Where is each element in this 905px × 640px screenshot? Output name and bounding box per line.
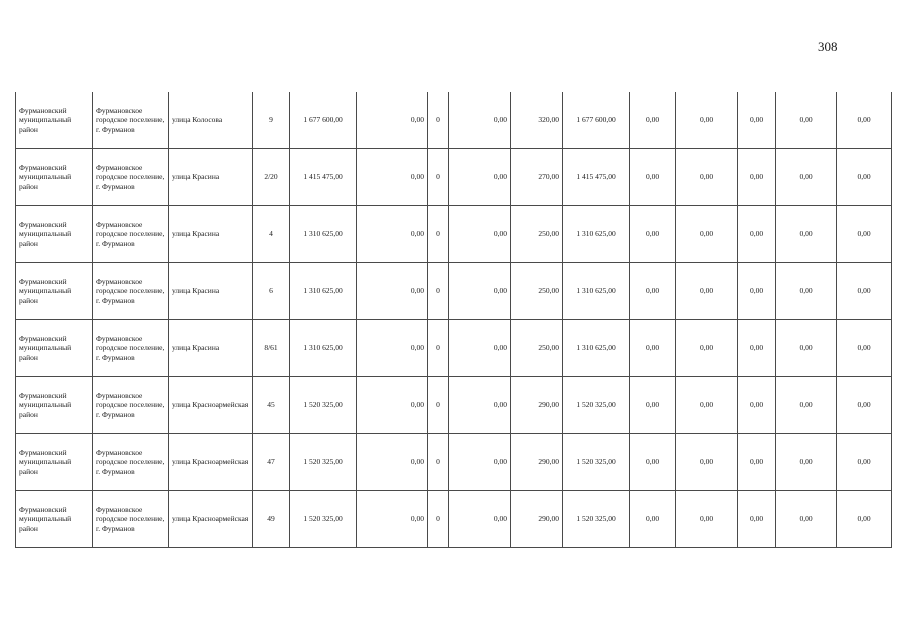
house-number-cell: 4 xyxy=(253,206,290,263)
cost-cell: 1 310 625,00 xyxy=(563,206,630,263)
value-cell: 0,00 xyxy=(837,434,892,491)
municipality-cell: Фурмановский муниципальный район xyxy=(16,92,93,149)
area-cell: 250,00 xyxy=(511,320,563,377)
value-cell: 0,00 xyxy=(630,377,676,434)
street-cell: улица Красина xyxy=(169,206,253,263)
settlement-cell: Фурмановское городское поселение, г. Фурманов xyxy=(93,377,169,434)
value-cell: 0,00 xyxy=(449,377,511,434)
value-cell: 0,00 xyxy=(837,92,892,149)
value-cell: 0,00 xyxy=(738,206,776,263)
house-number-cell: 8/61 xyxy=(253,320,290,377)
value-cell: 0,00 xyxy=(357,92,428,149)
table-body xyxy=(16,92,892,548)
area-cell: 290,00 xyxy=(511,377,563,434)
value-cell: 0,00 xyxy=(630,491,676,548)
area-cell: 290,00 xyxy=(511,434,563,491)
total-cost-cell: 1 520 325,00 xyxy=(290,434,357,491)
table-row xyxy=(16,491,892,548)
area-cell: 250,00 xyxy=(511,206,563,263)
value-cell: 0,00 xyxy=(738,491,776,548)
table-row xyxy=(16,206,892,263)
value-cell: 0,00 xyxy=(738,149,776,206)
value-cell: 0,00 xyxy=(676,92,738,149)
cost-cell: 1 520 325,00 xyxy=(563,377,630,434)
settlement-cell: Фурмановское городское поселение, г. Фурманов xyxy=(93,320,169,377)
table-row xyxy=(16,149,892,206)
municipality-cell: Фурмановский муниципальный район xyxy=(16,320,93,377)
table-row xyxy=(16,434,892,491)
settlement-cell: Фурмановское городское поселение, г. Фурманов xyxy=(93,434,169,491)
value-cell: 0 xyxy=(428,206,449,263)
street-cell: улица Красина xyxy=(169,320,253,377)
value-cell: 0,00 xyxy=(449,491,511,548)
value-cell: 0,00 xyxy=(630,206,676,263)
area-cell: 270,00 xyxy=(511,149,563,206)
total-cost-cell: 1 310 625,00 xyxy=(290,206,357,263)
settlement-cell: Фурмановское городское поселение, г. Фурманов xyxy=(93,149,169,206)
housing-repair-table xyxy=(15,92,892,548)
value-cell: 0,00 xyxy=(776,206,837,263)
value-cell: 0,00 xyxy=(449,263,511,320)
value-cell: 0,00 xyxy=(738,434,776,491)
value-cell: 0,00 xyxy=(630,263,676,320)
total-cost-cell: 1 415 475,00 xyxy=(290,149,357,206)
house-number-cell: 45 xyxy=(253,377,290,434)
cost-cell: 1 520 325,00 xyxy=(563,491,630,548)
page-number: 308 xyxy=(818,39,838,54)
value-cell: 0,00 xyxy=(449,92,511,149)
settlement-cell: Фурмановское городское поселение, г. Фурманов xyxy=(93,92,169,149)
value-cell: 0,00 xyxy=(738,377,776,434)
municipality-cell: Фурмановский муниципальный район xyxy=(16,377,93,434)
value-cell: 0,00 xyxy=(776,491,837,548)
value-cell: 0,00 xyxy=(357,320,428,377)
value-cell: 0,00 xyxy=(738,92,776,149)
value-cell: 0,00 xyxy=(738,320,776,377)
value-cell: 0,00 xyxy=(776,377,837,434)
value-cell: 0 xyxy=(428,149,449,206)
value-cell: 0,00 xyxy=(837,149,892,206)
street-cell: улица Красноармейская xyxy=(169,491,253,548)
municipality-cell: Фурмановский муниципальный район xyxy=(16,434,93,491)
value-cell: 0,00 xyxy=(837,491,892,548)
value-cell: 0,00 xyxy=(738,263,776,320)
municipality-cell: Фурмановский муниципальный район xyxy=(16,206,93,263)
area-cell: 290,00 xyxy=(511,491,563,548)
value-cell: 0,00 xyxy=(776,149,837,206)
value-cell: 0,00 xyxy=(676,263,738,320)
value-cell: 0,00 xyxy=(357,263,428,320)
value-cell: 0 xyxy=(428,320,449,377)
value-cell: 0,00 xyxy=(357,434,428,491)
value-cell: 0,00 xyxy=(776,434,837,491)
table-row xyxy=(16,263,892,320)
settlement-cell: Фурмановское городское поселение, г. Фурманов xyxy=(93,263,169,320)
value-cell: 0,00 xyxy=(676,491,738,548)
value-cell: 0,00 xyxy=(630,149,676,206)
table-row xyxy=(16,377,892,434)
value-cell: 0,00 xyxy=(676,377,738,434)
value-cell: 0,00 xyxy=(676,206,738,263)
value-cell: 0 xyxy=(428,377,449,434)
house-number-cell: 9 xyxy=(253,92,290,149)
area-cell: 250,00 xyxy=(511,263,563,320)
street-cell: улица Красина xyxy=(169,149,253,206)
cost-cell: 1 310 625,00 xyxy=(563,320,630,377)
value-cell: 0 xyxy=(428,434,449,491)
street-cell: улица Колосова xyxy=(169,92,253,149)
street-cell: улица Красноармейская xyxy=(169,434,253,491)
value-cell: 0,00 xyxy=(837,263,892,320)
municipality-cell: Фурмановский муниципальный район xyxy=(16,149,93,206)
house-number-cell: 47 xyxy=(253,434,290,491)
value-cell: 0 xyxy=(428,491,449,548)
value-cell: 0,00 xyxy=(630,434,676,491)
total-cost-cell: 1 310 625,00 xyxy=(290,263,357,320)
value-cell: 0,00 xyxy=(449,320,511,377)
cost-cell: 1 520 325,00 xyxy=(563,434,630,491)
table-row xyxy=(16,92,892,149)
total-cost-cell: 1 520 325,00 xyxy=(290,491,357,548)
value-cell: 0,00 xyxy=(837,320,892,377)
settlement-cell: Фурмановское городское поселение, г. Фурманов xyxy=(93,206,169,263)
value-cell: 0,00 xyxy=(357,149,428,206)
street-cell: улица Красноармейская xyxy=(169,377,253,434)
settlement-cell: Фурмановское городское поселение, г. Фурманов xyxy=(93,491,169,548)
municipality-cell: Фурмановский муниципальный район xyxy=(16,491,93,548)
house-number-cell: 6 xyxy=(253,263,290,320)
value-cell: 0,00 xyxy=(676,320,738,377)
cost-cell: 1 310 625,00 xyxy=(563,263,630,320)
area-cell: 320,00 xyxy=(511,92,563,149)
value-cell: 0,00 xyxy=(357,491,428,548)
value-cell: 0,00 xyxy=(630,92,676,149)
value-cell: 0,00 xyxy=(837,206,892,263)
municipality-cell: Фурмановский муниципальный район xyxy=(16,263,93,320)
house-number-cell: 49 xyxy=(253,491,290,548)
value-cell: 0,00 xyxy=(776,92,837,149)
value-cell: 0 xyxy=(428,263,449,320)
value-cell: 0,00 xyxy=(449,206,511,263)
value-cell: 0,00 xyxy=(357,206,428,263)
value-cell: 0,00 xyxy=(776,263,837,320)
value-cell: 0 xyxy=(428,92,449,149)
house-number-cell: 2/20 xyxy=(253,149,290,206)
total-cost-cell: 1 520 325,00 xyxy=(290,377,357,434)
street-cell: улица Красина xyxy=(169,263,253,320)
total-cost-cell: 1 677 600,00 xyxy=(290,92,357,149)
value-cell: 0,00 xyxy=(676,149,738,206)
total-cost-cell: 1 310 625,00 xyxy=(290,320,357,377)
value-cell: 0,00 xyxy=(449,434,511,491)
value-cell: 0,00 xyxy=(357,377,428,434)
table-row xyxy=(16,320,892,377)
value-cell: 0,00 xyxy=(676,434,738,491)
cost-cell: 1 415 475,00 xyxy=(563,149,630,206)
value-cell: 0,00 xyxy=(776,320,837,377)
value-cell: 0,00 xyxy=(449,149,511,206)
cost-cell: 1 677 600,00 xyxy=(563,92,630,149)
value-cell: 0,00 xyxy=(837,377,892,434)
value-cell: 0,00 xyxy=(630,320,676,377)
